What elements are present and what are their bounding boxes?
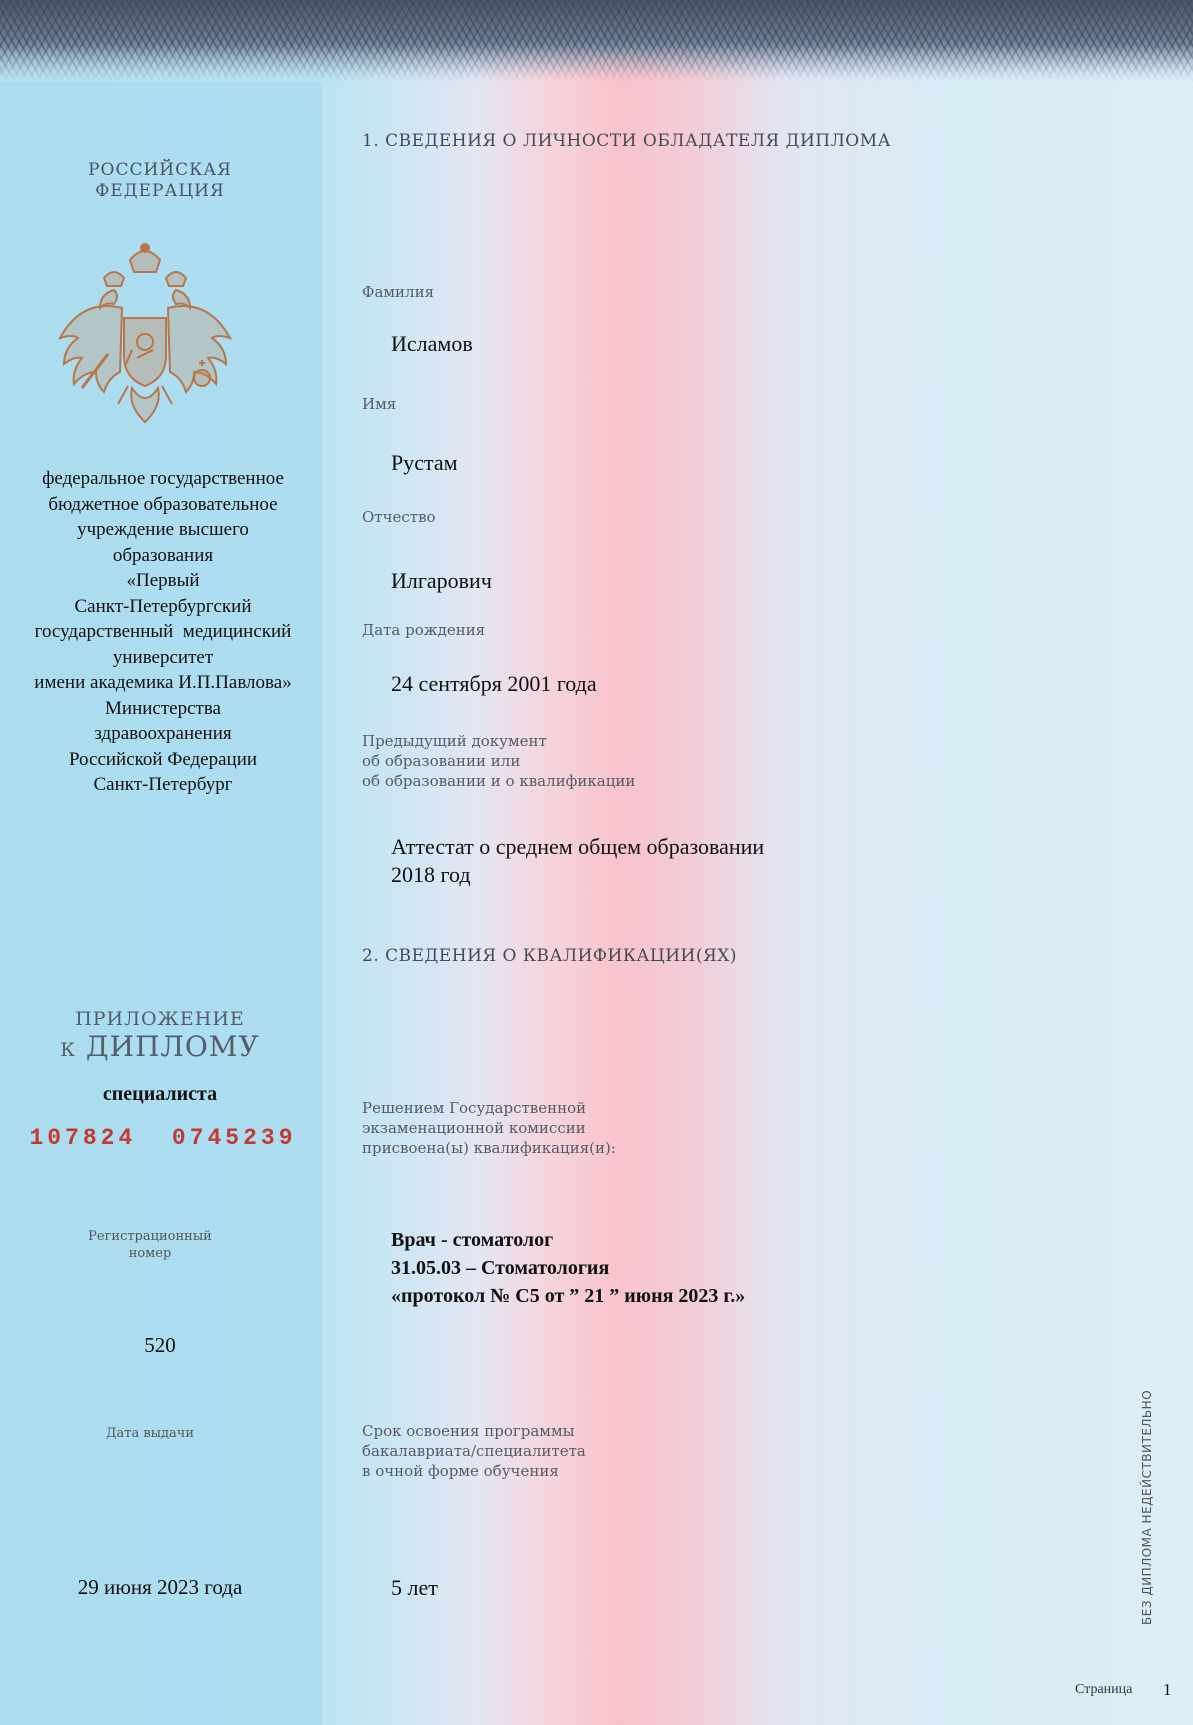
institution-line: учреждение высшего	[77, 519, 249, 540]
institution-line: Министерства	[105, 697, 221, 719]
institution-line: Санкт-Петербургский	[74, 595, 252, 617]
previous-document-label	[362, 731, 635, 791]
issue-date-label: Дата выдачи	[105, 1426, 195, 1441]
birth-date-value: 24 сентября 2001 года	[391, 671, 597, 696]
country-title	[40, 160, 280, 202]
institution-line: Санкт-Петербург	[93, 774, 233, 795]
decision-label-line: экзаменационной комиссии	[362, 1119, 586, 1137]
issue-date: 29 июня 2023 года	[77, 1575, 243, 1599]
qualification-line: Врач - стоматолог	[391, 1229, 554, 1251]
registration-label-line: номер	[128, 1246, 172, 1261]
country-line: ФЕДЕРАЦИЯ	[95, 181, 225, 201]
surname-value: Исламов	[391, 331, 473, 356]
patronymic-value: Илгарович	[391, 568, 492, 593]
institution-line: образования	[112, 544, 214, 566]
birth-date-label: Дата рождения	[362, 621, 486, 639]
serial-number: 107824 0745239	[29, 1125, 297, 1151]
qualification-line: «протокол № С5 от ” 21 ” июня 2023 г.»	[391, 1285, 746, 1307]
registration-label	[60, 1228, 240, 1262]
appendix-title: ПРИЛОЖЕНИЕ	[75, 1008, 245, 1030]
previous-document-label-line: об образовании или	[362, 752, 521, 770]
decision-label	[362, 1098, 616, 1158]
institution-line: здравоохранения	[94, 723, 232, 744]
institution-line: государственный медицинский	[34, 621, 292, 642]
study-term-label-line: Срок освоения программы	[362, 1422, 575, 1440]
institution-line: «Первый	[126, 570, 200, 591]
study-term-label	[362, 1421, 586, 1481]
registration-number: 520	[144, 1333, 176, 1357]
guilloche-border	[0, 0, 1193, 82]
study-term-label-line: бакалавриата/специалитета	[362, 1442, 586, 1460]
institution-line: университет	[112, 646, 214, 668]
qualification-value	[391, 1226, 745, 1310]
previous-document-line: 2018 год	[391, 862, 471, 887]
surname-label: Фамилия	[362, 283, 435, 301]
section-2-title: 2. СВЕДЕНИЯ О КВАЛИФИКАЦИИ(ЯХ)	[362, 946, 737, 966]
institution-line: бюджетное образовательное	[48, 493, 278, 515]
institution-line: имени академика И.П.Павлова»	[34, 672, 292, 693]
study-term-value: 5 лет	[391, 1575, 438, 1600]
institution-line: Российской Федерации	[68, 748, 258, 770]
decision-label-line: присвоена(ы) квалификация(и):	[362, 1139, 616, 1157]
page-number: 1	[1163, 1680, 1172, 1699]
decision-label-line: Решением Государственной	[362, 1099, 587, 1117]
institution-line: федеральное государственное	[42, 468, 284, 489]
previous-document-line: Аттестат о среднем общем образовании	[391, 834, 765, 859]
appendix-word: ДИПЛОМУ	[85, 1030, 260, 1063]
previous-document-label-line: об образовании и о квалификации	[362, 772, 636, 790]
study-term-label-line: в очной форме обучения	[362, 1462, 559, 1480]
appendix-prefix: К	[60, 1039, 76, 1061]
patronymic-label: Отчество	[362, 508, 436, 526]
institution-name	[4, 466, 322, 798]
name-value: Рустам	[391, 450, 458, 475]
validity-note: БЕЗ ДИПЛОМА НЕДЕЙСТВИТЕЛЬНО	[1140, 1389, 1154, 1625]
section-1-title: 1. СВЕДЕНИЯ О ЛИЧНОСТИ ОБЛАДАТЕЛЯ ДИПЛОМА	[362, 131, 892, 151]
coat-of-arms-icon	[52, 238, 238, 438]
qualification-line: 31.05.03 – Стоматология	[391, 1257, 610, 1279]
appendix-diploma-title	[40, 1030, 280, 1063]
previous-document-label-line: Предыдущий документ	[362, 732, 547, 750]
degree-level: специалиста	[102, 1083, 218, 1105]
country-line: РОССИЙСКАЯ	[88, 160, 232, 180]
previous-document-value	[391, 833, 764, 889]
page-label: Страница	[1075, 1682, 1133, 1697]
name-label: Имя	[362, 395, 397, 413]
registration-label-line: Регистрационный	[88, 1229, 212, 1244]
